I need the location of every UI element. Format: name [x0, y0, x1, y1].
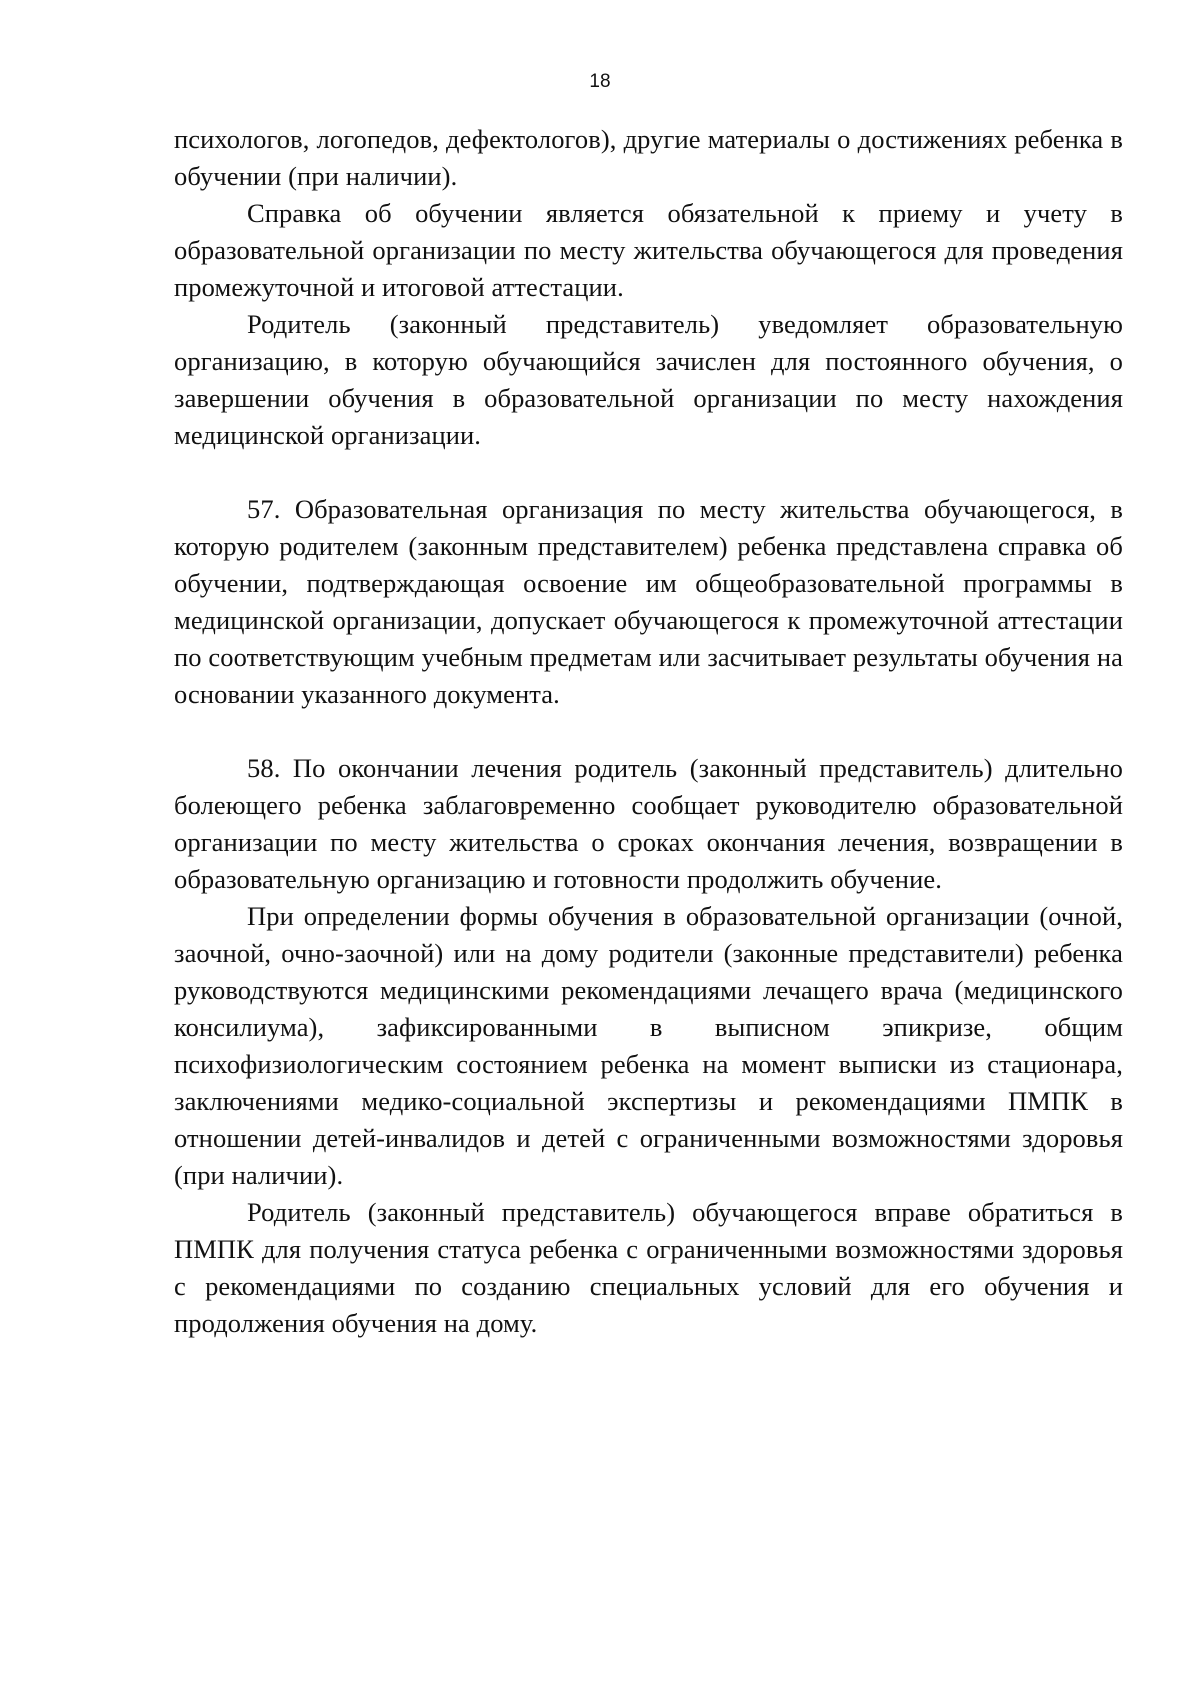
paragraph-parent-notifies: Родитель (законный представитель) уведомляет образовательную организацию, в которую обучающийся зачислен для постоянного обучения, о завершении обучения в образовательной организации по месту нахождения медицинской организации. [174, 309, 1123, 450]
paragraph-form-of-education: При определении формы обучения в образовательной организации (очной, заочной, очно-заочной) или на дому родители (законные представители) ребенка руководствуются медицинскими рекомендациями лечащего врача (медицинского консилиума), зафиксированными в выписном эпикризе, общим психофизиологическим состоянием ребенка на момент выписки из стационара, заключениями медико-социальной экспертизы и рекомендациями ПМПК в отношении детей-инвалидов и детей с ограниченными возможностями здоровья (при наличии). [174, 901, 1123, 1190]
document-body [174, 121, 1123, 1342]
paragraph-certificate-mandatory: Справка об обучении является обязательной к приему и учету в образовательной организации по месту жительства обучающегося для проведения промежуточной и итоговой аттестации. [174, 198, 1123, 302]
paragraph-continuation: психологов, логопедов, дефектологов), другие материалы о достижениях ребенка в обучении (при наличии). [174, 124, 1123, 191]
clause-58: 58. По окончании лечения родитель (законный представитель) длительно болеющего ребенка заблаговременно сообщает руководителю образовательной организации по месту жительства о сроках окончания лечения, возвращении в образовательную организацию и готовности продолжить обучение. [174, 753, 1123, 894]
paragraph-pmpk-request: Родитель (законный представитель) обучающегося вправе обратиться в ПМПК для получения статуса ребенка с ограниченными возможностями здоровья с рекомендациями по созданию специальных условий для его обучения и продолжения обучения на дому. [174, 1197, 1123, 1338]
clause-57: 57. Образовательная организация по месту жительства обучающегося, в которую родителем (законным представителем) ребенка представлена справка об обучении, подтверждающая освоение им общеобразовательной программы в медицинской организации, допускает обучающегося к промежуточной аттестации по соответствующим учебным предметам или засчитывает результаты обучения на основании указанного документа. [174, 494, 1123, 709]
page-number: 18 [589, 71, 611, 92]
